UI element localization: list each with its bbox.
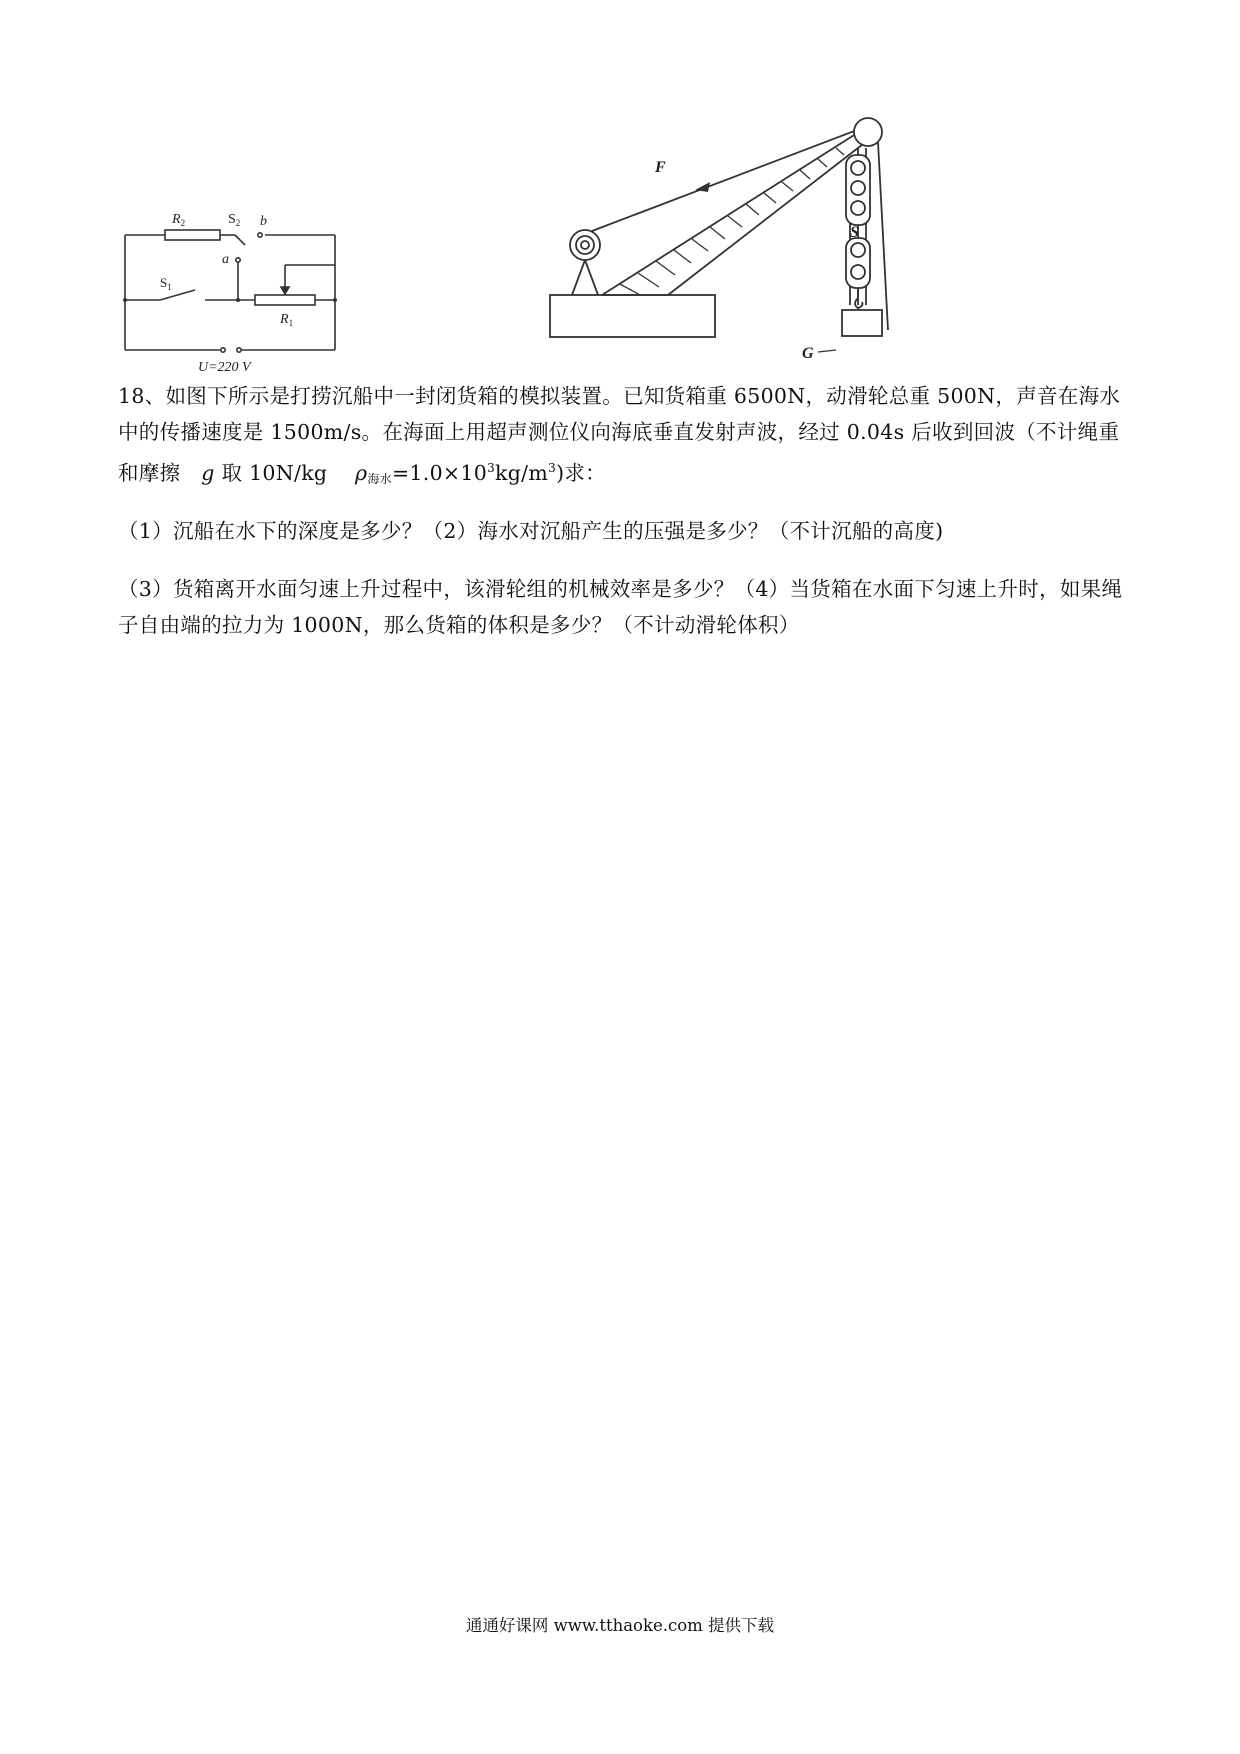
rho-symbol: ρ [354,461,368,485]
weight-label: G [802,345,814,362]
question-3-4: （3）货箱离开水面匀速上升过程中，该滑轮组的机械效率是多少？（4）当货箱在水面下匀速上升时，如果绳子自由端的拉力为 1000N，那么货箱的体积是多少？（不计动滑轮体积） [118,577,1123,637]
s1-label: $S_1$ [160,275,172,292]
g-symbol: g [201,461,215,485]
a-label: a [222,252,229,267]
r2-label: $R_2$ [172,212,186,228]
voltage-label: U=220 V [198,360,251,375]
question-1-2: （1）沉船在水下的深度是多少？（2）海水对沉船产生的压强是多少？（不计沉船的高度) [118,519,944,543]
r1-label: $R_1$ [280,312,294,328]
s2-label: $S_2$ [228,212,241,228]
pulley-label: S [850,224,859,241]
crane-diagram [540,120,900,375]
problem-intro: 18、如图下所示是打捞沉船中一封闭货箱的模拟装置。已知货箱重 6500N，动滑轮总重 500N，声音在海水中的传播速度是 1500m/s。在海面上用超声测位仪向海底垂直发射声波，经过 0.04s 后收到回波（不计绳重和摩擦 g 取 10N/kg $\rho_{海水}=1.0\times 10^3kg/m^3$)求： [118,384,1121,486]
footer-source: 通通好课网 www.tthaoke.com 提供下载 [465,1616,775,1635]
b-label: b [260,214,267,229]
force-label: F [655,159,666,176]
circuit-svg [120,205,360,375]
crane-svg [540,120,900,375]
circuit-diagram [120,205,360,375]
